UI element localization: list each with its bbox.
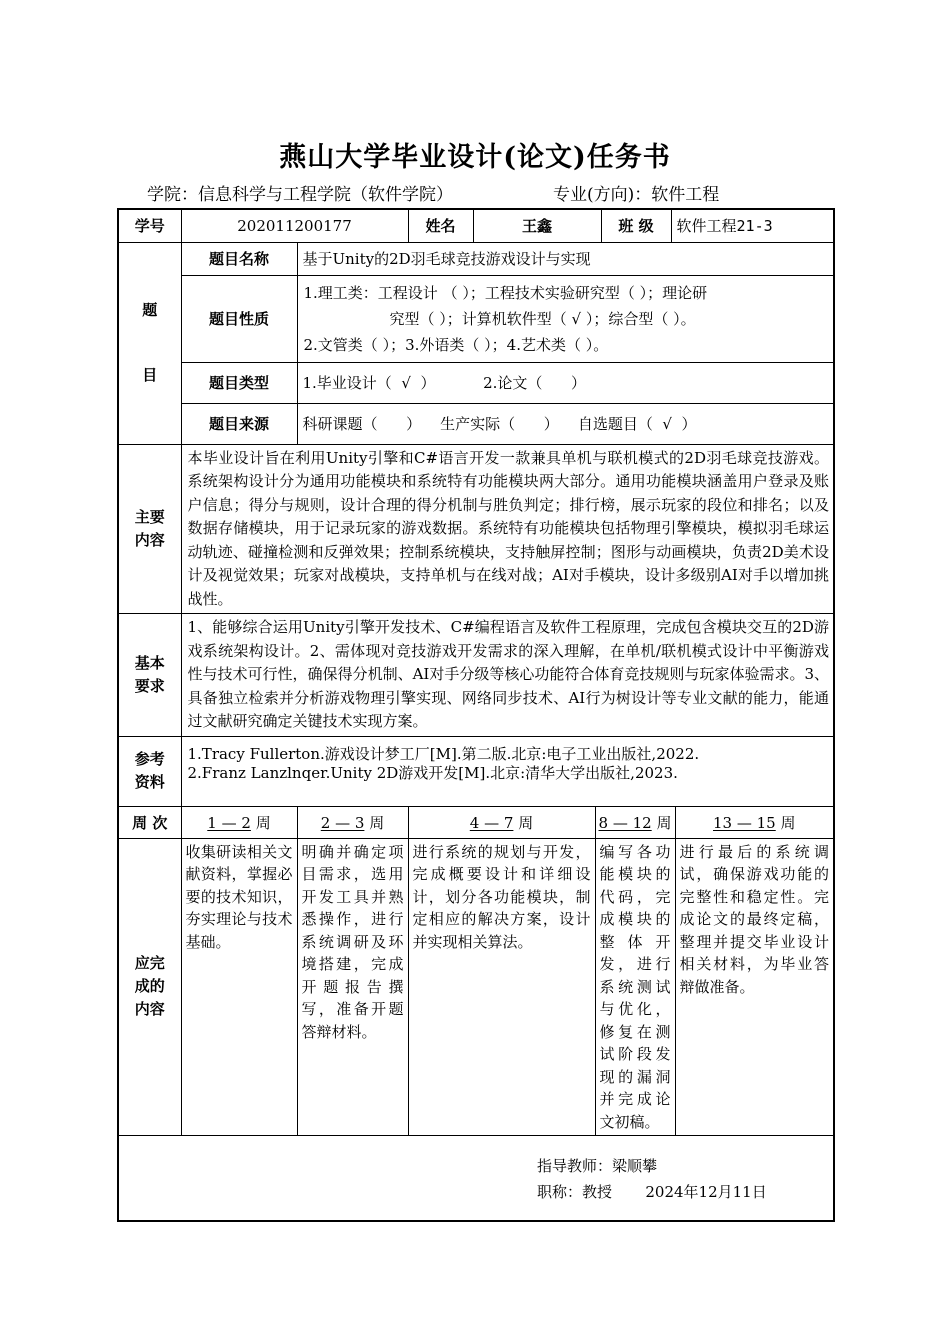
- task-cell: 编写各功能模块的代码，完成模块的整体开发，进行系统测试与优化，修复在测试阶段发现的漏洞并完成论文初稿。: [595, 838, 675, 1136]
- week-label: 周 次: [118, 806, 181, 838]
- week-range: 2 — 3 周: [297, 806, 408, 838]
- topic-type-row: [118, 362, 834, 403]
- class-label: 班 级: [601, 209, 671, 242]
- main-content-row: [118, 444, 834, 614]
- topic-section-label-2: 目: [142, 366, 158, 384]
- week-row: [118, 806, 834, 838]
- nature-line-2: 究型（ ）；计算机软件型（ √ ）；综合型（ ）。: [389, 309, 696, 328]
- basic-requirements-text: 1、能够综合运用Unity引擎开发技术、C#编程语言及软件工程原理，完成包含模块交互的2D游戏系统架构设计。2、需体现对竞技游戏开发需求的深入理解，在单机/联机模式设计中平衡游戏性与技术可行性，确保得分机制、AI对手分级等核心功能符合体育竞技规则与玩家体验需求。3、具备独立检索并分析游戏物理引擎实现、网络同步技术、AI行为树设计等专业文献的能力，能通过文献研究确定关键技术实现方案。: [181, 614, 834, 737]
- nature-line-3: 2.文管类（ ）；3.外语类（ ）；4.艺术类（ ）。: [303, 335, 609, 354]
- references-row: [118, 736, 834, 806]
- reference-item: 2.Franz Lanzlnqer.Unity 2D游戏开发[M].北京:清华大学出版社,2023.: [187, 763, 678, 782]
- topic-name-label: 题目名称: [181, 242, 297, 275]
- topic-source-label: 题目来源: [181, 403, 297, 444]
- main-content-label: 主要内容: [118, 444, 181, 614]
- main-content-text: 本毕业设计旨在利用Unity引擎和C#语言开发一款兼具单机与联机模式的2D羽毛球竞技游戏。系统架构设计分为通用功能模块和系统特有功能模块两大部分。通用功能模块涵盖用户登录及账户信息；得分与规则，设计合理的得分机制与胜负判定；排行榜，展示玩家的段位和排名；以及数据存储模块，用于记录玩家的游戏数据。系统特有功能模块包括物理引擎模块，模拟羽毛球运动轨迹、碰撞检测和反弹效果；控制系统模块，支持触屏控制；图形与动画模块，负责2D美术设计及视觉效果；玩家对战模块，支持单机与在线对战；AI对手模块，设计多级别AI对手以增加挑战性。: [181, 444, 834, 614]
- student-row: [118, 209, 834, 242]
- topic-name-row: [118, 242, 834, 275]
- references-list: [181, 736, 834, 806]
- student-id-label: 学号: [118, 209, 181, 242]
- topic-nature-value: [297, 275, 834, 362]
- topic-type-value: 1.毕业设计（ √ ） 2.论文（ ）: [297, 362, 834, 403]
- topic-section-label: [118, 242, 181, 444]
- student-name-label: 姓名: [408, 209, 473, 242]
- topic-source-row: [118, 403, 834, 444]
- week-range: 13 — 15 周: [675, 806, 834, 838]
- reference-item: 1.Tracy Fullerton.游戏设计梦工厂[M].第二版.北京:电子工业出版社,2022.: [187, 744, 700, 763]
- task-cell: 明确并确定项目需求，选用开发工具并熟悉操作，进行系统调研及环境搭建，完成开题报告撰写，准备开题答辩材料。: [297, 838, 408, 1136]
- topic-section-label-1: 题: [142, 301, 158, 319]
- document-title: 燕山大学毕业设计(论文)任务书: [279, 142, 671, 173]
- topic-nature-row: [118, 275, 834, 362]
- topic-nature-label: 题目性质: [181, 275, 297, 362]
- major-line: 专业(方向)：软件工程: [553, 185, 720, 205]
- task-cell: 收集研读相关文献资料，掌握必要的技术知识，夯实理论与技术基础。: [181, 838, 297, 1136]
- task-cell: 进行系统的规划与开发，完成概要设计和详细设计，划分各功能模块，制定相应的解决方案，设计并实现相关算法。: [408, 838, 595, 1136]
- tasks-row: [118, 838, 834, 1136]
- signature-row: [118, 1136, 834, 1221]
- references-label: 参考资料: [118, 736, 181, 806]
- basic-requirements-label: 基本要求: [118, 614, 181, 737]
- topic-source-value: 科研课题（ ） 生产实际（ ） 自选题目（ √ ）: [297, 403, 834, 444]
- class-value: 软件工程21-3: [671, 209, 834, 242]
- task-form-table: [117, 208, 835, 1222]
- nature-line-1: 1.理工类：工程设计 （ ）；工程技术实验研究型（ ）；理论研: [303, 283, 708, 302]
- advisor-line: 指导教师：梁顺攀: [537, 1156, 658, 1175]
- signature-block: [118, 1136, 834, 1221]
- week-range: 1 — 2 周: [181, 806, 297, 838]
- title-date-line: 职称：教授 2024年12月11日: [537, 1182, 767, 1201]
- week-range: 4 — 7 周: [408, 806, 595, 838]
- basic-requirements-row: [118, 614, 834, 737]
- student-id-value: 202011200177: [181, 209, 408, 242]
- student-name-value: 王鑫: [473, 209, 601, 242]
- week-range: 8 — 12 周: [595, 806, 675, 838]
- task-cell: 进行最后的系统调试，确保游戏功能的完整性和稳定性。完成论文的最终定稿，整理并提交毕业设计相关材料，为毕业答辩做准备。: [675, 838, 834, 1136]
- tasks-label: 应完成的内容: [118, 838, 181, 1136]
- topic-name-value: 基于Unity的2D羽毛球竞技游戏设计与实现: [297, 242, 834, 275]
- topic-type-label: 题目类型: [181, 362, 297, 403]
- college-line: 学院：信息科学与工程学院（软件学院）: [147, 185, 453, 205]
